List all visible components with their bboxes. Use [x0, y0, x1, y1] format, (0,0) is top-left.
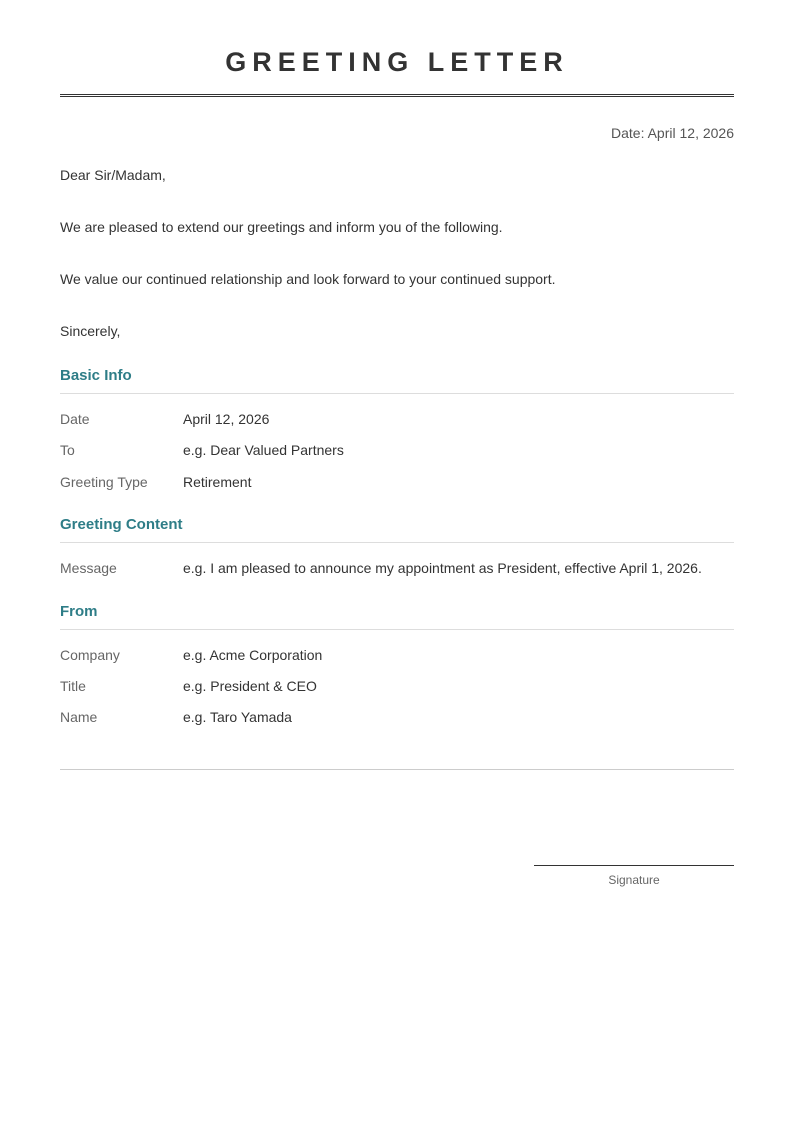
- field-value: e.g. Taro Yamada: [183, 709, 292, 725]
- field-label: Title: [60, 678, 86, 694]
- field-value: e.g. Dear Valued Partners: [183, 442, 344, 458]
- title-double-rule: [60, 94, 734, 98]
- field-row-company: [60, 646, 734, 664]
- field-row-name: [60, 708, 734, 726]
- field-value: e.g. President & CEO: [183, 678, 317, 694]
- closing: Sincerely,: [60, 323, 121, 339]
- field-row-greeting-type: [60, 473, 734, 491]
- field-label: Date: [60, 411, 90, 427]
- section-rule: [60, 393, 734, 394]
- section-title-greeting-content: Greeting Content: [60, 516, 183, 533]
- section-title-from: From: [60, 603, 98, 620]
- field-label: Name: [60, 709, 98, 725]
- field-label: To: [60, 442, 75, 458]
- section-title-basic-info: Basic Info: [60, 367, 132, 384]
- document-title: GREETING LETTER: [225, 47, 569, 77]
- field-value: e.g. I am pleased to announce my appointment as President, effective April 1, 2026.: [183, 560, 702, 576]
- field-row-title: [60, 677, 734, 695]
- footer-divider: [60, 769, 734, 770]
- field-row-date: [60, 410, 734, 428]
- field-row-to: [60, 441, 734, 459]
- salutation: Dear Sir/Madam,: [60, 167, 166, 183]
- letter-paragraph-1: We are pleased to extend our greetings and inform you of the following.: [60, 219, 503, 235]
- section-rule: [60, 542, 734, 543]
- field-label: Greeting Type: [60, 474, 148, 490]
- signature-line: [534, 865, 734, 866]
- signature-label: Signature: [608, 873, 660, 887]
- field-row-message: [60, 559, 734, 577]
- section-rule: [60, 629, 734, 630]
- field-value: e.g. Acme Corporation: [183, 647, 323, 663]
- letter-paragraph-2: We value our continued relationship and look forward to your continued support.: [60, 271, 556, 287]
- field-value: April 12, 2026: [183, 411, 270, 427]
- letter-date: Date: April 12, 2026: [611, 125, 734, 141]
- field-label: Company: [60, 647, 120, 663]
- field-value: Retirement: [183, 474, 252, 490]
- field-label: Message: [60, 560, 117, 576]
